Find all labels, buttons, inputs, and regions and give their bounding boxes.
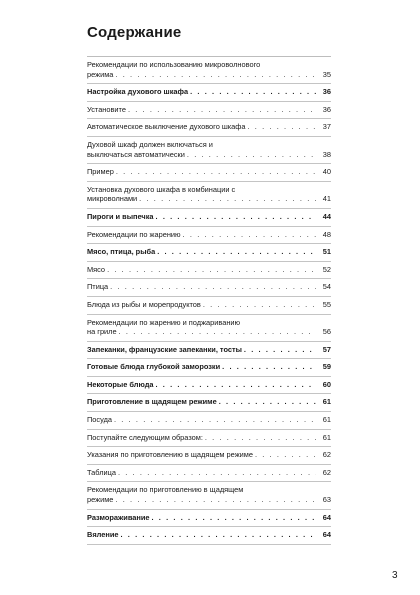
dot-leader (152, 513, 317, 523)
toc-entry-page: 62 (322, 450, 331, 460)
toc-entry-title: режима (87, 69, 114, 79)
toc-entry-title: Вяление (87, 530, 119, 540)
toc-entry-title: Рекомендации по жарению (87, 229, 181, 239)
dot-leader (247, 122, 316, 132)
toc-entry[interactable] (87, 182, 331, 209)
dot-leader (115, 70, 316, 80)
toc-entry-title: Рекомендации по использованию микроволнового (87, 60, 261, 69)
toc-entry-title: Запеканки, французские запеканки, тосты (87, 344, 242, 354)
toc-entry-line (87, 397, 331, 407)
toc-entry-line (87, 140, 331, 150)
toc-entry-line (87, 433, 331, 443)
dot-leader (190, 87, 316, 97)
toc-entry-line (87, 167, 331, 177)
toc-entry[interactable] (87, 297, 331, 315)
dot-leader (255, 450, 316, 460)
toc-entry[interactable] (87, 430, 331, 448)
toc-entry-page: 61 (322, 397, 331, 407)
toc-entry-line (87, 105, 331, 115)
toc-entry-title: Указания по приготовлению в щадящем режиме (87, 450, 253, 460)
toc-entry-title: Блюда из рыбы и морепродуктов (87, 299, 201, 309)
toc-entry-line (87, 87, 331, 97)
toc-entry-page: 59 (322, 362, 331, 372)
toc-entry-line (87, 300, 331, 310)
dot-leader (119, 327, 316, 337)
toc-entry[interactable] (87, 377, 331, 395)
dot-leader (128, 105, 316, 115)
toc-entry-line (87, 185, 331, 195)
dot-leader (205, 433, 316, 443)
toc-entry-line (87, 415, 331, 425)
toc-entry-page: 35 (322, 69, 331, 79)
page-title: Содержание (87, 24, 182, 41)
toc-entry-line (87, 495, 331, 505)
toc-entry-title: Размораживание (87, 512, 150, 522)
toc-entry-page: 37 (322, 122, 331, 132)
dot-leader (183, 230, 316, 240)
toc-entry-line (87, 468, 331, 478)
toc-entry-page: 64 (322, 530, 331, 540)
toc-entry-page: 52 (322, 264, 331, 274)
toc-entry-line (87, 230, 331, 240)
toc-entry-title: Установите (87, 104, 126, 114)
toc-entry-page: 60 (322, 379, 331, 389)
toc-entry-page: 63 (322, 495, 331, 505)
toc-entry[interactable] (87, 227, 331, 245)
toc-entry-page: 40 (322, 167, 331, 177)
toc-entry[interactable] (87, 482, 331, 509)
toc-entry-page: 61 (322, 415, 331, 425)
table-of-contents (87, 56, 331, 545)
toc-entry-line (87, 122, 331, 132)
toc-entry[interactable] (87, 102, 331, 120)
toc-entry-line (87, 70, 331, 80)
toc-entry-line (87, 327, 331, 337)
toc-entry-line (87, 450, 331, 460)
toc-entry-line (87, 60, 331, 70)
dot-leader (157, 247, 316, 257)
dot-leader (203, 300, 316, 310)
toc-entry-title: Приготовление в щадящем режиме (87, 397, 217, 407)
toc-entry-title: Автоматическое выключение духового шкафа (87, 122, 246, 132)
toc-entry-page: 36 (322, 87, 331, 97)
toc-entry-title: Настройка духового шкафа (87, 87, 189, 97)
toc-entry[interactable] (87, 527, 331, 545)
dot-leader (116, 167, 316, 177)
toc-entry[interactable] (87, 137, 331, 164)
dot-leader (114, 415, 316, 425)
toc-entry-title: Таблица (87, 467, 116, 477)
toc-entry-page: 61 (322, 432, 331, 442)
toc-entry-title: Некоторые блюда (87, 379, 154, 389)
toc-entry-title: Пироги и выпечка (87, 211, 154, 221)
toc-entry-line (87, 513, 331, 523)
toc-entry-line (87, 212, 331, 222)
dot-leader (244, 345, 316, 355)
dot-leader (156, 380, 317, 390)
toc-entry-page: 62 (322, 467, 331, 477)
toc-entry[interactable] (87, 510, 331, 528)
toc-entry[interactable] (87, 394, 331, 412)
toc-entry-line (87, 194, 331, 204)
dot-leader (187, 150, 316, 160)
toc-entry[interactable] (87, 119, 331, 137)
toc-entry[interactable] (87, 209, 331, 227)
toc-entry-line (87, 485, 331, 495)
toc-entry-line (87, 318, 331, 328)
toc-entry-line (87, 380, 331, 390)
toc-entry-page: 56 (322, 327, 331, 337)
dot-leader (219, 397, 316, 407)
toc-entry-page: 36 (322, 104, 331, 114)
toc-entry-title: Птица (87, 282, 109, 292)
toc-entry-line (87, 247, 331, 257)
toc-entry-page: 55 (322, 299, 331, 309)
toc-entry-title: Установка духового шкафа в комбинации с (87, 184, 236, 194)
dot-leader (110, 282, 316, 292)
toc-entry-title: Мясо, птица, рыба (87, 247, 156, 257)
toc-entry-title: Рекомендации по приготовлению в щадящем (87, 485, 244, 495)
toc-entry[interactable] (87, 164, 331, 182)
toc-entry-title: выключаться автоматически (87, 149, 185, 159)
toc-entry-title: Мясо (87, 264, 106, 274)
toc-entry-title: Пример (87, 167, 114, 177)
dot-leader (115, 495, 316, 505)
toc-entry-page: 51 (322, 247, 331, 257)
toc-entry-title: Поступайте следующим образом: (87, 432, 203, 442)
toc-entry-line (87, 345, 331, 355)
toc-entry-page: 41 (322, 194, 331, 204)
toc-entry-line (87, 362, 331, 372)
toc-entry-title: Готовые блюда глубокой заморозки (87, 362, 221, 372)
toc-entry-line (87, 150, 331, 160)
toc-entry-page: 64 (322, 512, 331, 522)
dot-leader (156, 212, 316, 222)
dot-leader (107, 265, 316, 275)
toc-entry[interactable] (87, 359, 331, 377)
toc-entry[interactable] (87, 57, 331, 84)
toc-entry-page: 54 (322, 282, 331, 292)
toc-entry-page: 57 (322, 344, 331, 354)
toc-entry[interactable] (87, 315, 331, 342)
toc-entry[interactable] (87, 447, 331, 465)
toc-entry[interactable] (87, 84, 331, 102)
dot-leader (139, 194, 316, 204)
toc-entry-line (87, 282, 331, 292)
toc-entry-title: Посуда (87, 415, 112, 425)
toc-entry-title: на гриле (87, 327, 117, 337)
toc-entry[interactable] (87, 262, 331, 280)
toc-entry-page: 44 (322, 211, 331, 221)
toc-entry-title: Рекомендации по жарению и поджариванию (87, 317, 241, 327)
toc-entry[interactable] (87, 342, 331, 360)
toc-entry-title: режиме (87, 495, 114, 505)
toc-entry-line (87, 530, 331, 540)
toc-entry[interactable] (87, 279, 331, 297)
dot-leader (118, 468, 316, 478)
dot-leader (120, 530, 316, 540)
toc-entry-title: Духовой шкаф должен включаться и (87, 139, 213, 149)
toc-entry[interactable] (87, 412, 331, 430)
dot-leader (222, 362, 316, 372)
toc-entry-page: 38 (322, 149, 331, 159)
toc-entry[interactable] (87, 244, 331, 262)
page-number: 3 (392, 570, 398, 581)
toc-entry-title: микроволнами (87, 194, 138, 204)
toc-entry[interactable] (87, 465, 331, 483)
toc-entry-line (87, 265, 331, 275)
toc-entry-page: 48 (322, 229, 331, 239)
